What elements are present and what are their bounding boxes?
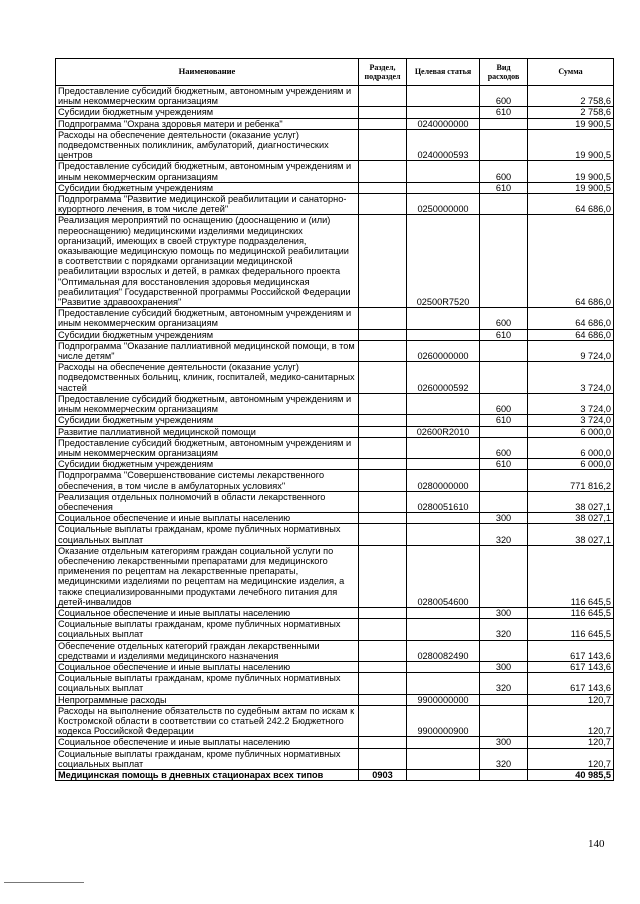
table-body [56,86,614,781]
cell-sum: 38 027,1 [528,513,614,524]
table-row [56,86,614,107]
cell-section [359,748,407,769]
cell-target [407,673,480,694]
cell-target [407,748,480,769]
cell-section [359,426,407,437]
cell-section [359,513,407,524]
cell-section [359,437,407,458]
cell-sum: 64 686,0 [528,194,614,215]
cell-type: 320 [480,748,528,769]
cell-type [480,491,528,512]
cell-target: 0280000000 [407,470,480,491]
cell-target [407,524,480,545]
table-row [56,107,614,118]
cell-target [407,737,480,748]
cell-sum: 19 900,5 [528,118,614,129]
cell-section: 0903 [359,770,407,781]
cell-sum: 116 645,5 [528,607,614,618]
cell-section [359,129,407,161]
table-row [56,470,614,491]
cell-target [407,619,480,640]
cell-section [359,340,407,361]
table-row [56,161,614,182]
cell-target [407,107,480,118]
cell-section [359,491,407,512]
cell-name: Социальные выплаты гражданам, кроме публичных нормативных социальных выплат [56,619,359,640]
cell-name: Социальное обеспечение и иные выплаты населению [56,607,359,618]
table-row [56,362,614,394]
cell-section [359,118,407,129]
cell-type [480,215,528,308]
cell-type: 600 [480,161,528,182]
cell-name: Подпрограмма "Развитие медицинской реабилитации и санаторно-курортного лечения, в том числе детей" [56,194,359,215]
cell-sum: 38 027,1 [528,491,614,512]
cell-name: Социальные выплаты гражданам, кроме публичных нормативных социальных выплат [56,524,359,545]
cell-section [359,329,407,340]
cell-section [359,470,407,491]
cell-target: 0260000000 [407,340,480,361]
cell-sum: 38 027,1 [528,524,614,545]
table-header-row [56,59,614,86]
cell-name: Расходы на обеспечение деятельности (оказание услуг) подведомственных поликлиник, амбулаторий, диагностических центров [56,129,359,161]
table-row [56,415,614,426]
cell-target: 0280054600 [407,545,480,607]
cell-name: Социальное обеспечение и иные выплаты населению [56,661,359,672]
cell-name: Субсидии бюджетным учреждениям [56,459,359,470]
table-row [56,524,614,545]
page-number: 140 [588,838,605,850]
cell-sum: 6 000,0 [528,459,614,470]
cell-section [359,415,407,426]
cell-target: 9900000000 [407,694,480,705]
cell-target [407,182,480,193]
cell-name: Предоставление субсидий бюджетным, автономным учреждениям и иным некоммерческим организациям [56,161,359,182]
budget-table [55,58,614,781]
table-row [56,661,614,672]
cell-sum: 2 758,6 [528,107,614,118]
cell-section [359,161,407,182]
table-row [56,694,614,705]
cell-sum: 19 900,5 [528,161,614,182]
cell-type: 610 [480,329,528,340]
cell-type [480,640,528,661]
footer-divider [4,882,84,883]
cell-target: 02500R7520 [407,215,480,308]
cell-target: 0240000593 [407,129,480,161]
cell-name: Реализация отдельных полномочий в области лекарственного обеспечения [56,491,359,512]
table-row [56,194,614,215]
cell-type: 320 [480,524,528,545]
cell-section [359,86,407,107]
cell-section [359,182,407,193]
cell-type [480,770,528,781]
cell-name: Социальное обеспечение и иные выплаты населению [56,737,359,748]
cell-type: 320 [480,673,528,694]
cell-name: Предоставление субсидий бюджетным, автономным учреждениям и иным некоммерческим организациям [56,437,359,458]
cell-name: Подпрограмма "Совершенствование системы лекарственного обеспечения, в том числе в амбулаторных условиях" [56,470,359,491]
cell-sum: 116 645,5 [528,545,614,607]
cell-section [359,107,407,118]
cell-section [359,524,407,545]
cell-target: 0280082490 [407,640,480,661]
cell-section [359,705,407,737]
cell-sum: 120,7 [528,694,614,705]
cell-name: Обеспечение отдельных категорий граждан лекарственными средствами и изделиями медицинского назначения [56,640,359,661]
cell-name: Расходы на обеспечение деятельности (оказание услуг) подведомственных больниц, клиник, госпиталей, медико-санитарных частей [56,362,359,394]
cell-sum: 120,7 [528,748,614,769]
cell-type [480,362,528,394]
cell-sum: 120,7 [528,737,614,748]
cell-section [359,194,407,215]
table-row [56,182,614,193]
cell-type [480,340,528,361]
cell-name: Субсидии бюджетным учреждениям [56,182,359,193]
cell-type: 300 [480,661,528,672]
cell-type: 300 [480,607,528,618]
cell-name: Непрограммные расходы [56,694,359,705]
cell-target [407,459,480,470]
table-row [56,513,614,524]
cell-target: 0240000000 [407,118,480,129]
header-name: Наименование [56,59,359,86]
cell-name: Предоставление субсидий бюджетным, автономным учреждениям и иным некоммерческим организациям [56,86,359,107]
cell-section [359,640,407,661]
cell-type: 600 [480,393,528,414]
cell-target [407,161,480,182]
cell-name: Развитие паллиативной медицинской помощи [56,426,359,437]
cell-section [359,393,407,414]
cell-sum: 3 724,0 [528,362,614,394]
cell-sum: 116 645,5 [528,619,614,640]
cell-sum: 19 900,5 [528,182,614,193]
cell-type [480,426,528,437]
cell-section [359,737,407,748]
table-row [56,459,614,470]
cell-sum: 3 724,0 [528,415,614,426]
cell-section [359,545,407,607]
cell-sum: 617 143,6 [528,661,614,672]
cell-section [359,215,407,308]
cell-name: Предоставление субсидий бюджетным, автономным учреждениям и иным некоммерческим организациям [56,308,359,329]
header-section: Раздел, подраздел [359,59,407,86]
cell-type: 300 [480,737,528,748]
cell-target [407,329,480,340]
cell-section [359,661,407,672]
cell-sum: 2 758,6 [528,86,614,107]
table-row [56,545,614,607]
cell-type: 600 [480,437,528,458]
table-row [56,640,614,661]
cell-type: 610 [480,415,528,426]
cell-type [480,118,528,129]
cell-type [480,545,528,607]
cell-sum: 6 000,0 [528,437,614,458]
cell-sum: 19 900,5 [528,129,614,161]
cell-target [407,770,480,781]
cell-type: 320 [480,619,528,640]
cell-sum: 6 000,0 [528,426,614,437]
table-row [56,748,614,769]
cell-type [480,705,528,737]
table-row [56,491,614,512]
cell-name: Социальное обеспечение и иные выплаты населению [56,513,359,524]
cell-section [359,607,407,618]
cell-name: Социальные выплаты гражданам, кроме публичных нормативных социальных выплат [56,748,359,769]
cell-name: Расходы на выполнение обязательств по судебным актам по искам к Костромской области в соответствии со статьей 242.2 Бюджетного кодекса Российской Федерации [56,705,359,737]
cell-sum: 617 143,6 [528,673,614,694]
cell-sum: 40 985,5 [528,770,614,781]
cell-section [359,619,407,640]
cell-name: Реализация мероприятий по оснащению (дооснащению и (или) переоснащению) медицинскими изделиями медицинских организаций, имеющих в своей структуре подразделения, оказывающие медицинскую помощь по медицинской реабилитации в соответствии с порядками организации медицинской реабилитации взрослых и детей, в рамках федерального проекта "Оптимальная для восстановления здоровья медицинская реабилитация" Государственной программы Российской Федерации "Развитие здравоохранения" [56,215,359,308]
cell-target [407,437,480,458]
header-type: Вид расходов [480,59,528,86]
table-row [56,308,614,329]
table-row [56,607,614,618]
table-row [56,129,614,161]
cell-type: 600 [480,308,528,329]
cell-name: Подпрограмма "Оказание паллиативной медицинской помощи, в том числе детям" [56,340,359,361]
cell-target [407,393,480,414]
table-row [56,770,614,781]
cell-sum: 3 724,0 [528,393,614,414]
cell-name: Оказание отдельным категориям граждан социальной услуги по обеспечению лекарственными препаратами для медицинского применения по рецептам на лекарственные препараты, медицинскими изделиями по рецептам на медицинские изделия, а также специализированными продуктами лечебного питания для детей-инвалидов [56,545,359,607]
cell-type: 300 [480,513,528,524]
table-row [56,619,614,640]
cell-type: 600 [480,86,528,107]
cell-type [480,194,528,215]
cell-sum: 64 686,0 [528,329,614,340]
table-row [56,118,614,129]
cell-sum: 120,7 [528,705,614,737]
cell-target: 0260000592 [407,362,480,394]
cell-target: 0280051610 [407,491,480,512]
cell-sum: 64 686,0 [528,308,614,329]
cell-target: 0250000000 [407,194,480,215]
cell-type: 610 [480,107,528,118]
cell-target [407,415,480,426]
table-row [56,329,614,340]
cell-sum: 771 816,2 [528,470,614,491]
cell-target [407,308,480,329]
cell-sum: 9 724,0 [528,340,614,361]
cell-name: Медицинская помощь в дневных стационарах всех типов [56,770,359,781]
cell-type [480,129,528,161]
header-sum: Сумма [528,59,614,86]
table-row [56,215,614,308]
cell-section [359,673,407,694]
cell-section [359,308,407,329]
table-row [56,705,614,737]
header-target: Целевая статья [407,59,480,86]
cell-name: Субсидии бюджетным учреждениям [56,107,359,118]
cell-name: Подпрограмма "Охрана здоровья матери и ребенка" [56,118,359,129]
cell-type [480,470,528,491]
table-row [56,673,614,694]
cell-sum: 617 143,6 [528,640,614,661]
cell-target [407,607,480,618]
cell-name: Социальные выплаты гражданам, кроме публичных нормативных социальных выплат [56,673,359,694]
cell-type: 610 [480,459,528,470]
cell-section [359,362,407,394]
cell-type [480,694,528,705]
cell-type: 610 [480,182,528,193]
cell-target [407,86,480,107]
cell-target [407,661,480,672]
table-row [56,426,614,437]
cell-section [359,694,407,705]
table-row [56,437,614,458]
cell-name: Предоставление субсидий бюджетным, автономным учреждениям и иным некоммерческим организациям [56,393,359,414]
cell-name: Субсидии бюджетным учреждениям [56,329,359,340]
table-row [56,393,614,414]
cell-target [407,513,480,524]
cell-section [359,459,407,470]
cell-target: 9900000900 [407,705,480,737]
table-row [56,340,614,361]
cell-target: 02600R2010 [407,426,480,437]
cell-name: Субсидии бюджетным учреждениям [56,415,359,426]
cell-sum: 64 686,0 [528,215,614,308]
table-row [56,737,614,748]
